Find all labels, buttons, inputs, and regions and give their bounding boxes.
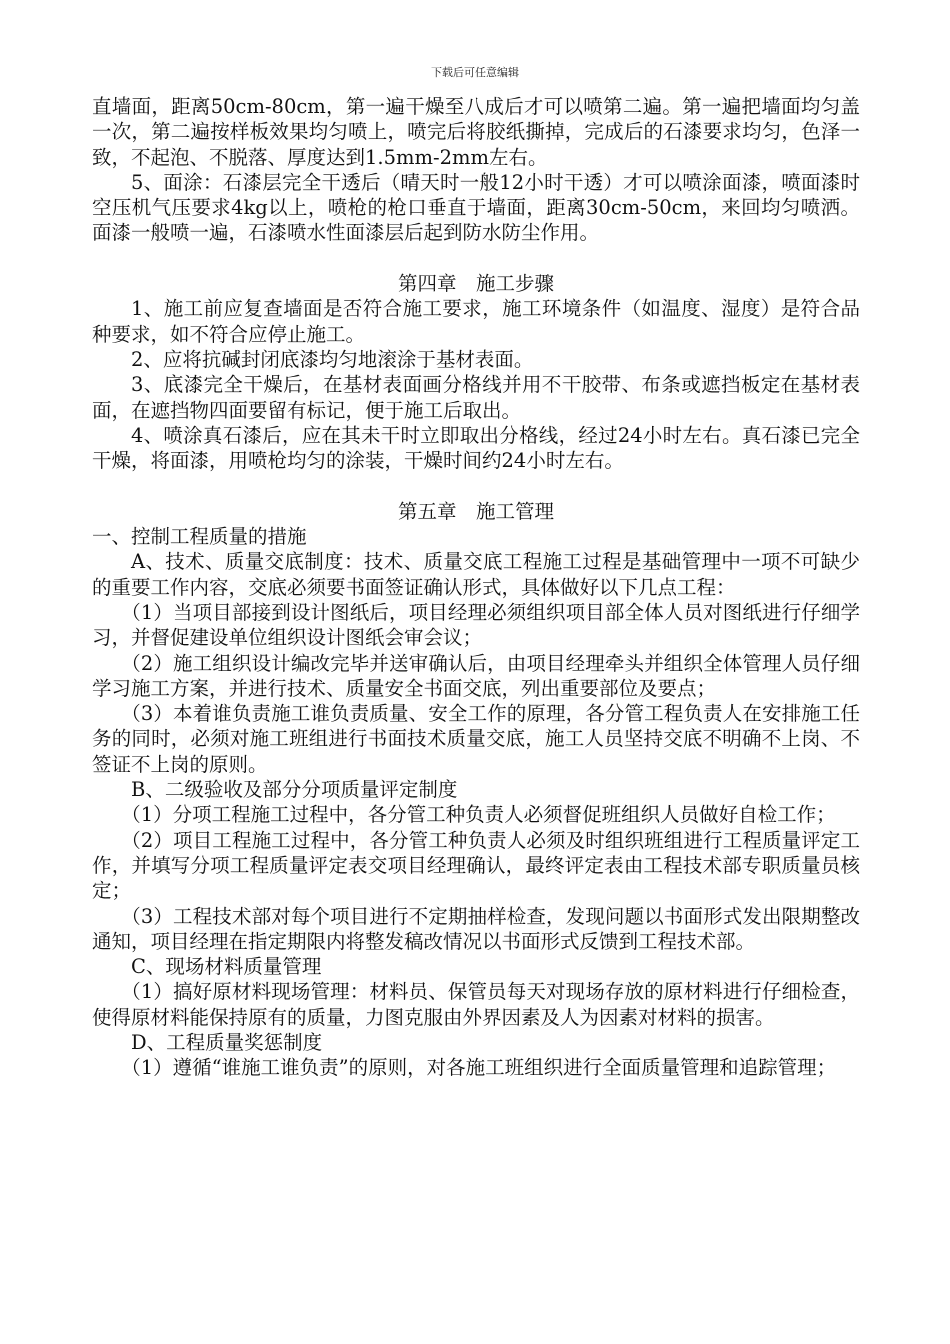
- chapter-5-heading: 第五章 施工管理: [397, 499, 554, 523]
- item-a-3: （3）本着谁负责施工谁负责质量、安全工作的原理，各分管工程负责人在安排施工任务的同时，必须对施工班组进行书面技术质量交底，施工人员坚持交底不明确不上岗、不签证不上岗的原则。: [92, 702, 860, 776]
- paragraph-step-5: 5、面涂：石漆层完全干透后（晴天时一般12小时干透）才可以喷涂面漆，喷面漆时空压机气压要求4kg以上，喷枪的枪口垂直于墙面，距离30cm-50cm，来回均匀喷洒。面漆一般喷一遍，石漆喷水性面漆层后起到防水防尘作用。: [92, 170, 860, 245]
- item-c-1: （1）搞好原材料现场管理：材料员、保管员每天对现场存放的原材料进行仔细检查，使得原材料能保持原有的质量，力图克服由外界因素及人为因素对材料的损害。: [92, 980, 860, 1029]
- blank-line: [92, 473, 860, 498]
- item-d-1: （1）遵循“谁施工谁负责”的原则，对各施工班组织进行全面质量管理和追踪管理；: [121, 1056, 837, 1080]
- document-body: [92, 94, 860, 1081]
- item-a-2: （2）施工组织设计编改完毕并送审确认后，由项目经理牵头并组织全体管理人员仔细学习施工方案，并进行技术、质量安全书面交底，列出重要部位及要点；: [92, 651, 860, 700]
- ch4-step-3: 3、底漆完全干燥后，在基材表面画分格线并用不干胶带、布条或遮挡板定在基材表面，在遮挡物四面要留有标记，便于施工后取出。: [92, 373, 860, 422]
- item-b-1: （1）分项工程施工过程中，各分管工种负责人必须督促班组织人员做好自检工作；: [121, 803, 836, 827]
- ch4-step-2: 2、应将抗碱封闭底漆均匀地滚涂于基材表面。: [131, 347, 534, 371]
- item-a-paragraph: A、技术、质量交底制度：技术、质量交底工程施工过程是基础管理中一项不可缺少的重要工作内容，交底必须要书面签证确认形式，具体做好以下几点工程：: [92, 550, 860, 599]
- section-1-heading: 一、控制工程质量的措施: [92, 525, 307, 549]
- item-a-1: （1）当项目部接到设计图纸后，项目经理必须组织项目部全体人员对图纸进行仔细学习，并督促建设单位组织设计图纸会审会议；: [92, 600, 860, 650]
- item-b-heading: B、二级验收及部分分项质量评定制度: [131, 778, 458, 802]
- item-c-heading: C、现场材料质量管理: [131, 955, 322, 979]
- ch4-step-4: 4、喷涂真石漆后，应在其未干时立即取出分格线，经过24小时左右。真石漆已完全干燥，将面漆，用喷枪均匀的涂装，干燥时间约24小时左右。: [92, 423, 860, 473]
- paragraph-continued: 直墙面，距离50cm-80cm，第一遍干燥至八成后才可以喷第二遍。第一遍把墙面均匀盖一次，第二遍按样板效果均匀喷上，喷完后将胶纸撕掉，完成后的石漆要求均匀，色泽一致，不起泡、不脱落、厚度达到1.5mm-2mm左右。: [92, 95, 860, 169]
- item-b-3: （3）工程技术部对每个项目进行不定期抽样检查，发现问题以书面形式发出限期整改通知，项目经理在指定期限内将整发稿改情况以书面形式反馈到工程技术部。: [92, 904, 860, 953]
- page-header: 下载后可任意编辑: [431, 66, 519, 79]
- blank-line: [92, 246, 860, 271]
- item-b-2: （2）项目工程施工过程中，各分管工种负责人必须及时组织班组进行工程质量评定工作，并填写分项工程质量评定表交项目经理确认，最终评定表由工程技术部专职质量员核定；: [92, 828, 860, 903]
- item-d-heading: D、工程质量奖惩制度: [131, 1030, 323, 1054]
- ch4-step-1: 1、施工前应复查墙面是否符合施工要求，施工环境条件（如温度、湿度）是符合品种要求，如不符合应停止施工。: [92, 297, 860, 346]
- chapter-4-heading: 第四章 施工步骤: [397, 272, 554, 296]
